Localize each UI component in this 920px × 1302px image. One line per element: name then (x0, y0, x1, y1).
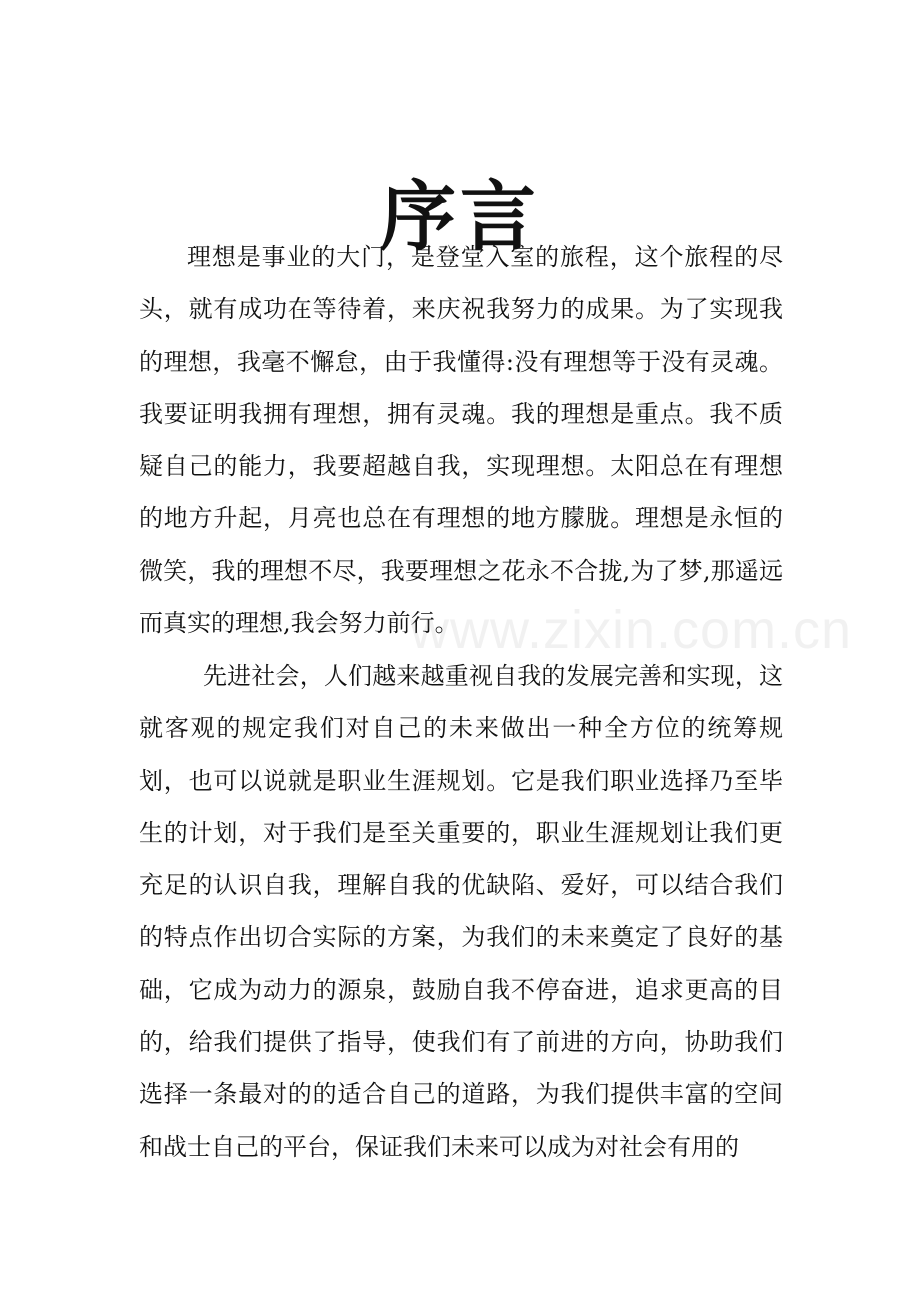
paragraph-ideals: 理想是事业的大门，是登堂入室的旅程，这个旅程的尽头，就有成功在等待着，来庆祝我努力的成果。为了实现我的理想，我毫不懈怠，由于我懂得:没有理想等于没有灵魂。我要证明我拥有理想，拥有灵魂。我的理想是重点。我不质疑自己的能力，我要超越自我，实现理想。太阳总在有理想的地方升起，月亮也总在有理想的地方朦胧。理想是永恒的微笑，我的理想不尽，我要理想之花永不合拢,为了梦,那遥远而真实的理想,我会努力前行。 (139, 243, 783, 638)
paragraph-career-planning: 先进社会，人们越来越重视自我的发展完善和实现，这就客观的规定我们对自己的未来做出一种全方位的统筹规划，也可以说就是职业生涯规划。它是我们职业选择乃至毕生的计划，对于我们是至关重要的，职业生涯规划让我们更充足的认识自我，理解自我的优缺陷、爱好，可以结合我们的特点作出切合实际的方案，为我们的未来奠定了良好的基础，它成为动力的源泉，鼓励自我不停奋进，追求更高的目的，给我们提供了指导，使我们有了前进的方向，协助我们选择一条最对的的适合自己的道路，为我们提供丰富的空间和战士自己的平台，保证我们未来可以成为对社会有用的 (139, 662, 783, 1161)
page-title: 序言 (380, 171, 540, 261)
watermark-text: www.zixin.com.cn (410, 600, 853, 660)
